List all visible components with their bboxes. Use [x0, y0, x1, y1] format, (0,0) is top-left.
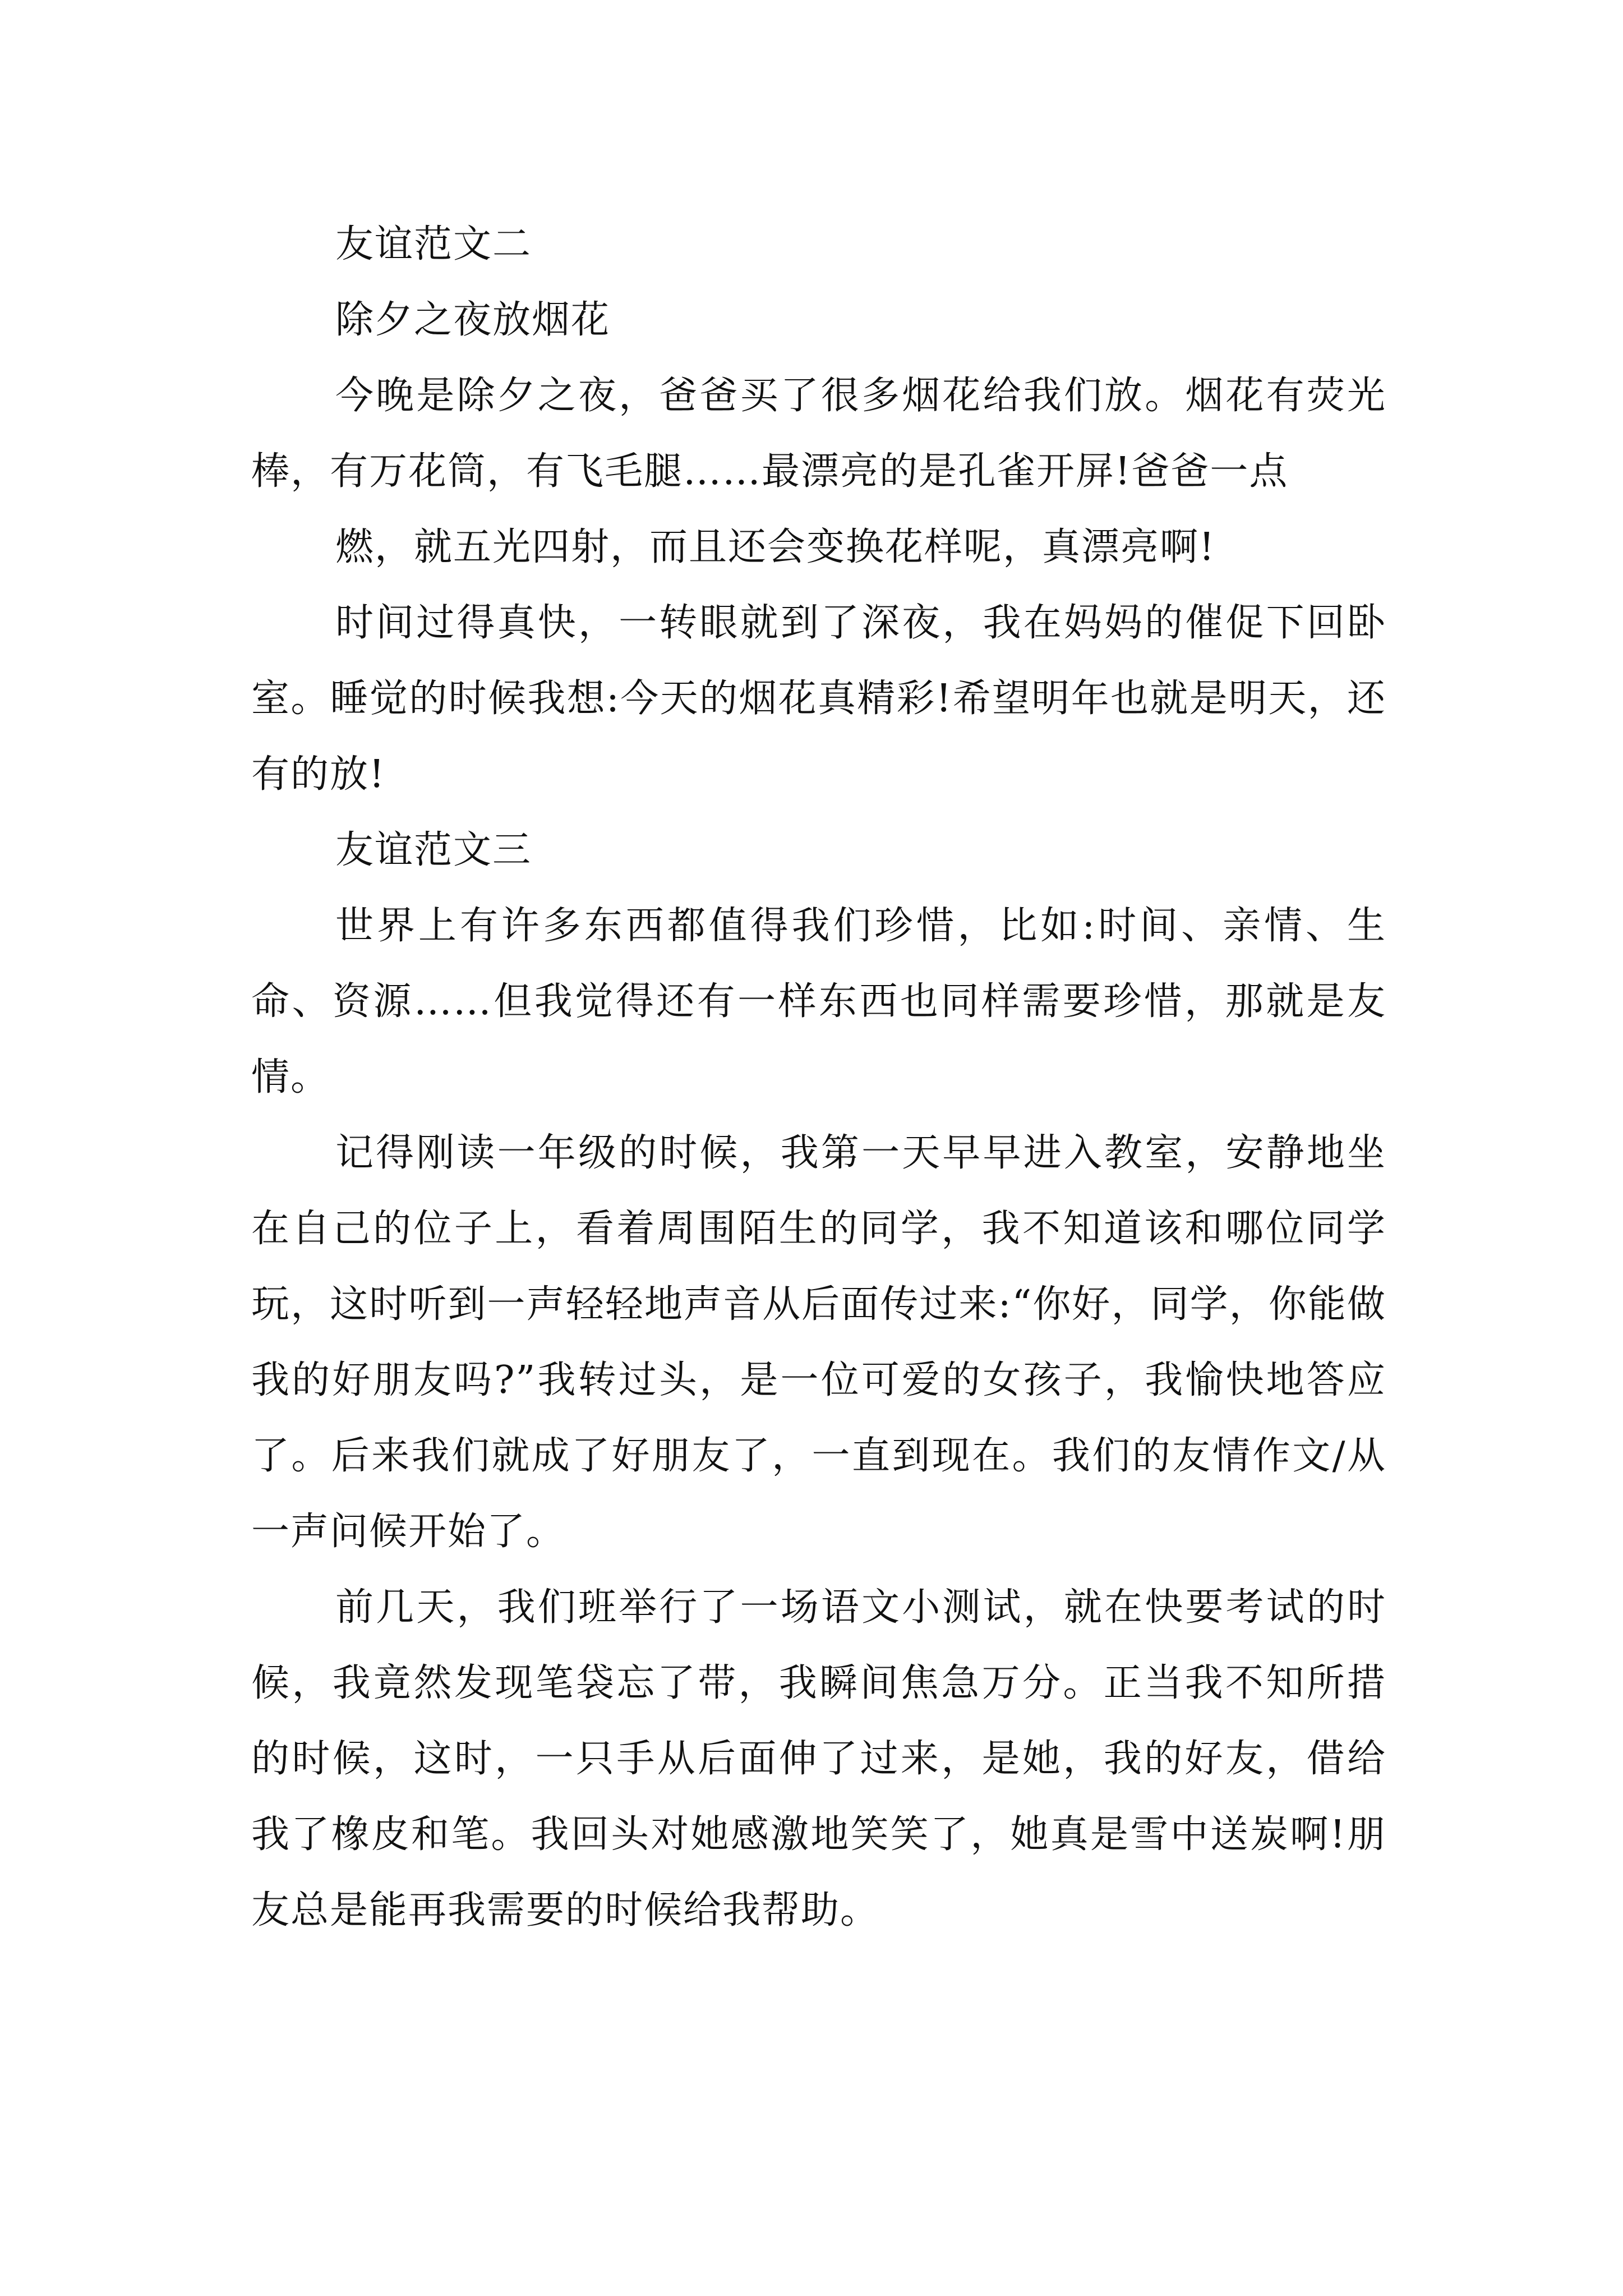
- paragraph: 前几天，我们班举行了一场语文小测试，就在快要考试的时候，我竟然发现笔袋忘了带，我瞬间焦急万分。正当我不知所措的时候，这时，一只手从后面伸了过来，是她，我的好友，借给我了橡皮和笔。我回头对她感激地笑笑了，她真是雪中送炭啊!朋友总是能再我需要的时候给我帮助。: [251, 1585, 1386, 1932]
- essay-label-2: 友谊范文二: [335, 222, 532, 266]
- paragraph: 世界上有许多东西都值得我们珍惜，比如:时间、亲情、生命、资源……但我觉得还有一样东西也同样需要珍惜，那就是友情。: [251, 904, 1386, 1099]
- paragraph: 时间过得真快，一转眼就到了深夜，我在妈妈的催促下回卧室。睡觉的时候我想:今天的烟花真精彩!希望明年也就是明天，还有的放!: [251, 601, 1386, 797]
- paragraph: 记得刚读一年级的时候，我第一天早早进入教室，安静地坐在自己的位子上，看着周围陌生的同学，我不知道该和哪位同学玩，这时听到一声轻轻地声音从后面传过来:“你好，同学，你能做我的好朋友吗?”我转过头，是一位可爱的女孩子，我愉快地答应了。后来我们就成了好朋友了，一直到现在。我们的友情作文/从一声问候开始了。: [251, 1131, 1386, 1554]
- paragraph: 燃，就五光四射，而且还会变换花样呢，真漂亮啊!: [335, 525, 1216, 569]
- essay-label-3: 友谊范文三: [335, 828, 532, 872]
- document-body: [251, 206, 1386, 1948]
- paragraph: 今晚是除夕之夜，爸爸买了很多烟花给我们放。烟花有荧光棒，有万花筒，有飞毛腿……最漂亮的是孔雀开屏!爸爸一点: [251, 374, 1386, 494]
- essay-title: 除夕之夜放烟花: [335, 298, 611, 342]
